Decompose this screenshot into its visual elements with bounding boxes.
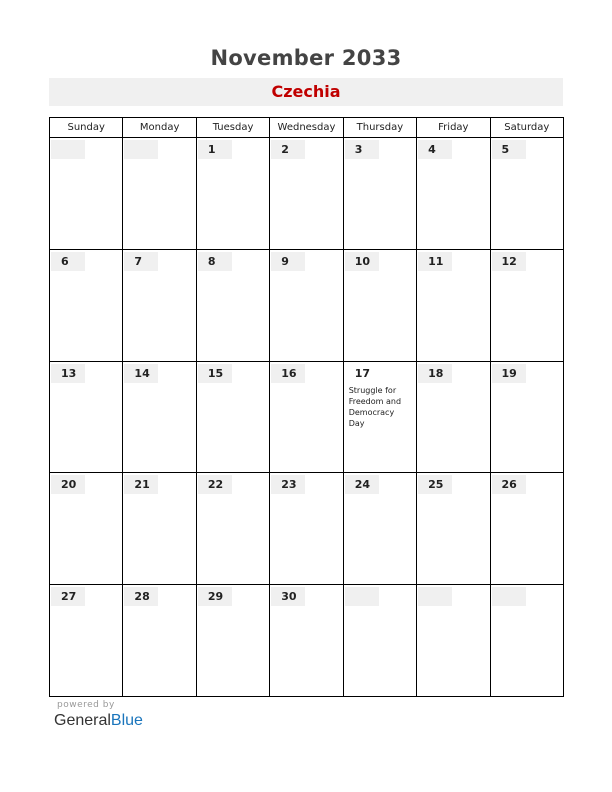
day-number: 21 [124, 475, 158, 494]
day-number [492, 587, 526, 606]
day-number: 3 [345, 140, 379, 159]
day-cell [490, 473, 563, 585]
day-cell [417, 361, 490, 473]
day-cell [50, 138, 123, 250]
day-cell [417, 138, 490, 250]
day-number: 20 [51, 475, 85, 494]
day-number: 10 [345, 252, 379, 271]
holiday-label: Struggle for Freedom and Democracy Day [348, 385, 402, 428]
day-number: 5 [492, 140, 526, 159]
day-number: 17 [345, 364, 379, 383]
day-number: 13 [51, 364, 85, 383]
week-row [50, 585, 564, 697]
day-cell [50, 361, 123, 473]
logo-text-general: General [54, 712, 111, 729]
day-number: 19 [492, 364, 526, 383]
weekday-header-row [50, 118, 564, 138]
country-name: Czechia [49, 78, 563, 106]
day-number: 26 [492, 475, 526, 494]
weekday-header: Sunday [50, 118, 123, 138]
day-number: 4 [418, 140, 452, 159]
holiday-day-cell [343, 361, 416, 473]
day-number: 29 [198, 587, 232, 606]
day-cell [490, 249, 563, 361]
day-cell [270, 361, 343, 473]
day-cell [270, 473, 343, 585]
day-cell [417, 585, 490, 697]
day-cell [343, 473, 416, 585]
day-number: 15 [198, 364, 232, 383]
day-number: 11 [418, 252, 452, 271]
week-row [50, 138, 564, 250]
day-number: 18 [418, 364, 452, 383]
day-number: 1 [198, 140, 232, 159]
day-cell [270, 138, 343, 250]
weekday-header: Saturday [490, 118, 563, 138]
day-number: 25 [418, 475, 452, 494]
week-row [50, 249, 564, 361]
day-cell [50, 585, 123, 697]
day-number: 24 [345, 475, 379, 494]
day-cell [490, 361, 563, 473]
day-cell [123, 585, 196, 697]
day-number: 28 [124, 587, 158, 606]
day-cell [50, 249, 123, 361]
day-cell [490, 138, 563, 250]
day-cell [343, 585, 416, 697]
day-number: 6 [51, 252, 85, 271]
day-cell [270, 585, 343, 697]
calendar-grid [49, 117, 564, 697]
day-number: 8 [198, 252, 232, 271]
day-number: 30 [271, 587, 305, 606]
day-cell [270, 249, 343, 361]
weekday-header: Monday [123, 118, 196, 138]
weekday-header: Tuesday [196, 118, 269, 138]
day-cell [196, 249, 269, 361]
day-number: 23 [271, 475, 305, 494]
day-number: 12 [492, 252, 526, 271]
logo-text-blue: Blue [110, 712, 143, 729]
day-cell [50, 473, 123, 585]
day-number: 9 [271, 252, 305, 271]
day-number: 16 [271, 364, 305, 383]
day-cell [343, 138, 416, 250]
day-cell [490, 585, 563, 697]
day-number: 7 [124, 252, 158, 271]
day-number [345, 587, 379, 606]
day-number [418, 587, 452, 606]
generalblue-logo[interactable] [54, 712, 143, 730]
day-cell [123, 138, 196, 250]
day-cell [123, 473, 196, 585]
day-number: 27 [51, 587, 85, 606]
day-cell [417, 249, 490, 361]
day-cell [343, 249, 416, 361]
day-cell [123, 361, 196, 473]
day-number: 14 [124, 364, 158, 383]
powered-by-label: powered by [57, 700, 115, 710]
day-number [51, 140, 85, 159]
week-row [50, 473, 564, 585]
weekday-header: Friday [417, 118, 490, 138]
weekday-header: Wednesday [270, 118, 343, 138]
day-cell [196, 473, 269, 585]
day-cell [417, 473, 490, 585]
weekday-header: Thursday [343, 118, 416, 138]
day-number: 2 [271, 140, 305, 159]
week-row [50, 361, 564, 473]
day-cell [123, 249, 196, 361]
day-cell [196, 361, 269, 473]
day-number [124, 140, 158, 159]
day-cell [196, 585, 269, 697]
day-cell [196, 138, 269, 250]
calendar-title: November 2033 [210, 46, 402, 70]
day-number: 22 [198, 475, 232, 494]
